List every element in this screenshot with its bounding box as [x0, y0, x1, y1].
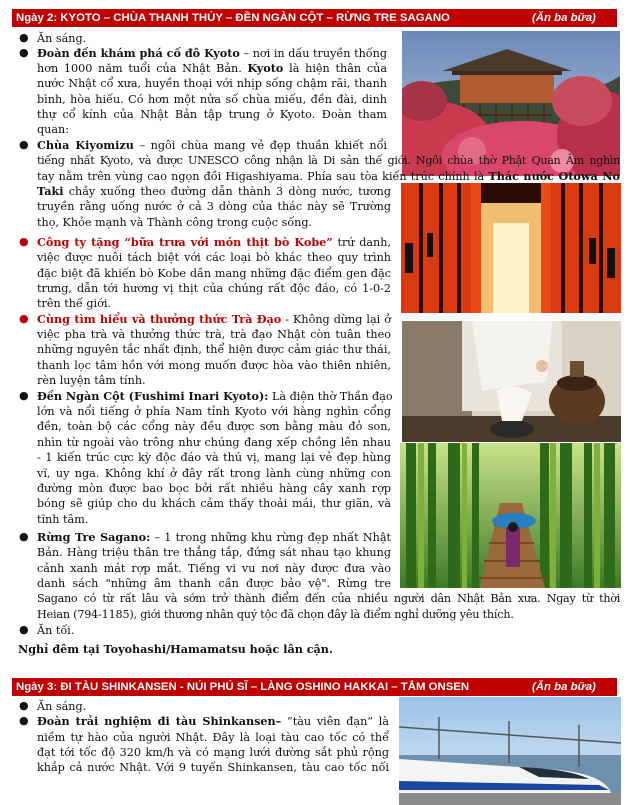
inari-paragraph-line: tĩnh tâm. — [37, 513, 89, 526]
bullet: ● — [19, 31, 29, 44]
kyoto-lead: Đoàn đến khám phá cố đô Kyoto — [37, 46, 240, 60]
bullet: ● — [19, 699, 29, 712]
sagano-paragraph-line: Rừng Tre Sagano: – 1 trong những khu rừng đẹp nhất Nhật — [37, 530, 391, 544]
kiyomizu-paragraph-line: Chùa Kiyomizu – ngôi chùa mang vẻ đẹp thuần khiết nổi — [37, 138, 387, 152]
inari-paragraph-line: đền, toàn bộ các cổng này đều được sơn bằng màu đỏ son, — [37, 420, 391, 433]
kobe-paragraph-line: trưng, dẫn tới hương vị thịt của chúng rất độc đáo, có 1-0-2 — [37, 282, 391, 295]
kiyomizu-paragraph-line: thọ, Khỏe mạnh và Thành công trong cuộc sống. — [37, 216, 313, 229]
inari-lead: Đền Ngàn Cột (Fushimi Inari Kyoto): — [37, 389, 269, 403]
sagano-paragraph-line: Bản. Hàng triệu thân tre thẳng tắp, đứng sát nhau tạo khung — [37, 546, 391, 559]
kobe-paragraph-line: đặc biệt đã khiến bò Kobe dần mang những đặc điểm gen đặc — [37, 267, 391, 280]
kyoto-paragraph-line: thự cổ kính của Nhật Bản tập trung ở Kyoto. Đoàn tham — [37, 108, 387, 121]
day2-overnight: Nghỉ đêm tại Toyohashi/Hamamatsu hoặc lân cận. — [18, 642, 333, 656]
bullet: ● — [19, 714, 29, 727]
kobe-paragraph-line: Công ty tặng “bữa trưa với món thịt bò Kobe” trứ danh, — [37, 235, 391, 249]
inari-paragraph-line: bóng sẽ giúp cho du khách cảm thấy thoải mái, thư giãn, và — [37, 497, 391, 510]
tea-paragraph-line: thanh lọc tâm hồn với mong muốn được hòa vào thiên nhiên, — [37, 359, 391, 372]
shinkansen-paragraph-line: niềm tự hào của người Nhật. Đây là loại tàu cao tốc có thể — [37, 731, 389, 744]
bullet: ● — [19, 138, 29, 151]
bullet: ● — [19, 46, 29, 59]
kiyomizu-paragraph-line: tiếng nhất Kyoto, và được UNESCO công nhận là Di sản thế giới. Ngôi chùa thờ Phật Quan Âm nghìn — [37, 154, 620, 167]
bamboo-forest-photo — [400, 443, 621, 588]
day2-dinner: Ăn tối. — [37, 624, 75, 637]
bullet: ● — [19, 530, 29, 543]
kiyomizu-paragraph-line: Taki chảy xuống theo đường dẫn thành 3 dòng nước, tương — [37, 184, 391, 198]
bullet: ● — [19, 312, 29, 325]
shinkansen-train-photo — [399, 697, 621, 805]
shinkansen-lead: Đoàn trải nghiệm đi tàu Shinkansen– — [37, 714, 282, 728]
tea-paragraph-line: những nguyên tắc nhất định, thể hiện được cảm giác thư thái, — [37, 343, 391, 356]
bullet: ● — [19, 623, 29, 636]
tea-lead: Cùng tìm hiểu và thưởng thức Trà Đạo — [37, 312, 282, 326]
day3-title: Ngày 3: ĐI TÀU SHINKANSEN - NÚI PHÚ SĨ – LÀNG OSHINO HAKKAI – TẮM ONSEN — [16, 681, 470, 693]
inari-paragraph-line: vĩ, uy nga. Không khí ở đây rất trong lành cùng những con — [37, 467, 391, 480]
kobe-paragraph-line: việc được nuôi tách biệt với các loại bò khác theo quy trình — [37, 251, 391, 264]
sagano-lead: Rừng Tre Sagano: — [37, 530, 151, 544]
inari-paragraph-line: lớn và nổi tiếng ở phía Nam tỉnh Kyoto với hàng nghìn cổng — [37, 405, 391, 418]
kiyomizu-paragraph-line: tay nằm trên vùng cao ngọn đồi Higashiyama. Phía sau tòa kiến trúc chính là Thác nước Otowa No — [37, 169, 620, 183]
bullet: ● — [19, 389, 29, 402]
tea-ceremony-photo — [402, 321, 621, 442]
kyoto-paragraph-line: nước Nhật cổ xưa, huyền thoại với nhịp sống chậm rãi, thanh — [37, 77, 387, 90]
inari-paragraph-line: Đền Ngàn Cột (Fushimi Inari Kyoto): Là điện thờ Thần đạo — [37, 389, 393, 403]
shinkansen-paragraph-line: Đoàn trải nghiệm đi tàu Shinkansen– “tàu viên đạn” là — [37, 714, 389, 728]
shinkansen-paragraph-line: khắp cả nước Nhật. Với 9 tuyến Shinkansen, tàu cao tốc nối — [37, 761, 389, 774]
sagano-paragraph-line: Heian (794-1185), giới thương nhân quý tộc đã chọn đây là điểm nghỉ dưỡng yêu thích. — [37, 608, 514, 621]
kyoto-paragraph-line: hơn 1000 năm tuổi của Nhật Bản. Kyoto là hiện thân của — [37, 61, 387, 75]
tea-paragraph-line: rèn luyện tâm tính. — [37, 374, 146, 387]
otowa-falls: Thác nước Otowa No — [488, 169, 620, 183]
torii-gates-photo — [401, 183, 621, 313]
day2-header — [12, 9, 617, 27]
day3-meals: (Ăn ba bữa) — [532, 681, 596, 693]
day2-breakfast: Ăn sáng. — [37, 32, 87, 45]
kiyomizu-paragraph-line: truyền rằng uống nước ở cả 3 dòng của thác này sẽ Trường — [37, 200, 391, 213]
kyoto-paragraph-line: bình, hòa hiếu. Có hơn một nửa số chùa miếu, đền đài, dinh — [37, 93, 387, 106]
sagano-paragraph-line: cảnh xanh mát rợp mắt. Tiếng vi vu nơi này được đưa vào — [37, 562, 391, 575]
day2-title: Ngày 2: KYOTO – CHÙA THANH THỦY – ĐỀN NGÀN CỘT – RỪNG TRE SAGANO — [16, 12, 450, 24]
day3-header — [12, 678, 617, 696]
day3-breakfast: Ăn sáng. — [37, 700, 87, 713]
kobe-paragraph-line: trên thế giới. — [37, 297, 111, 310]
kiyomizu-lead: Chùa Kiyomizu — [37, 138, 134, 152]
sagano-paragraph-line: Sagano có từ rất lâu và sớm trở thành điểm đến của nhiều người dân Nhật Bản xưa. Ngay từ thời — [37, 592, 620, 605]
kobe-lead: Công ty tặng “bữa trưa với món thịt bò Kobe” — [37, 235, 333, 249]
sagano-paragraph-line: danh sách "những âm thanh cần được bảo vệ". Rừng tre — [37, 577, 391, 590]
tea-paragraph-line: việc pha trà và thưởng thức trà, trà đạo Nhật còn tuân theo — [37, 328, 391, 341]
inari-paragraph-line: đường mòn được bao bọc bởi rất nhiều hàng cây xanh rợp — [37, 482, 391, 495]
inari-paragraph-line: - 1 kiến trúc cực kỳ độc đáo và thú vị, mang lại vẻ đẹp hùng — [37, 451, 391, 464]
bullet: ● — [19, 235, 29, 248]
inari-paragraph-line: nhìn từ ngoài vào trông như chúng đang xếp chồng lên nhau — [37, 436, 391, 449]
tea-paragraph-line: Cùng tìm hiểu và thưởng thức Trà Đạo - Không dừng lại ở — [37, 312, 391, 326]
kyoto-paragraph-line: quan: — [37, 123, 70, 136]
shinkansen-paragraph-line: đạt tới tốc độ 320 km/h và có mạng lưới đường sắt phủ rộng — [37, 746, 389, 759]
kyoto-paragraph-line: Đoàn đến khám phá cố đô Kyoto – nơi in dấu truyền thống — [37, 46, 387, 60]
day2-meals: (Ăn ba bữa) — [532, 12, 596, 24]
